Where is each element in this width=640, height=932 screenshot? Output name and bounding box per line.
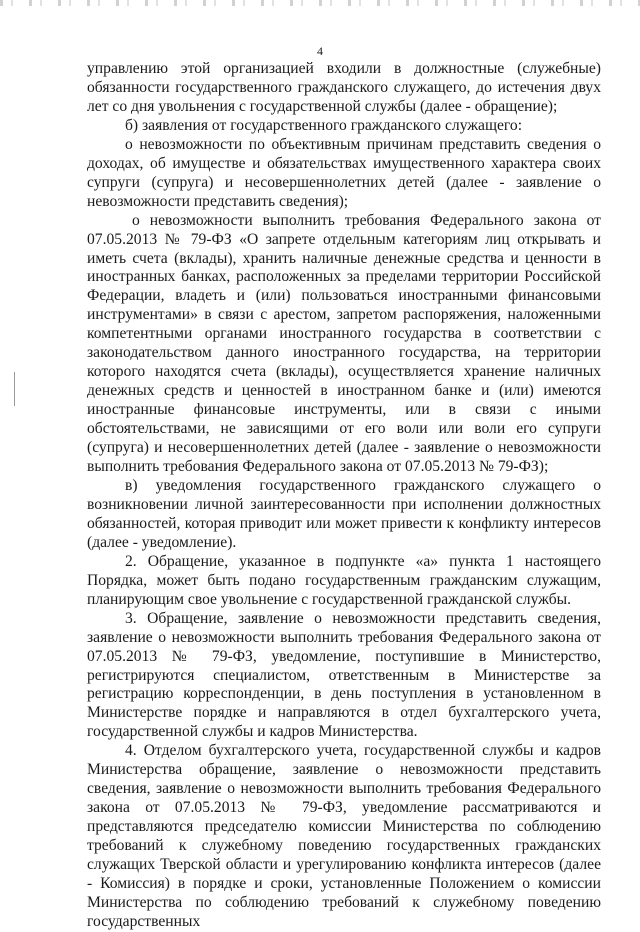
document-body	[87, 60, 601, 932]
paragraph-4: о невозможности выполнить требования Федерального закона от 07.05.2013 № 79-ФЗ «О запрете отдельным категориям лиц открывать и иметь счета (вклады), хранить наличные денежные средства и ценности в иностранных банках, расположенных за пределами территории Российской Федерации, владеть и (или) пользоваться иностранными финансовыми инструментами» в связи с арестом, запретом распоряжения, наложенными компетентными органами иностранного государства в соответствии с законодательством данного иностранного государства, на территории которого находятся счета (вклады), осуществляется хранение наличных денежных средств и ценностей в иностранном банке и (или) имеются иностранные финансовые инструменты, или в связи с иными обстоятельствами, не зависящими от его воли или воли его супруги (супруга) и несовершеннолетних детей (далее - заявление о невозможности выполнить требования Федерального закона от 07.05.2013 № 79-ФЗ);	[87, 211, 601, 476]
page-number: 4	[317, 44, 323, 58]
paragraph-8: 4. Отделом бухгалтерского учета, государственной службы и кадров Министерства обращение, заявление о невозможности представить сведения, заявление о невозможности выполнить требования Федерального закона от 07.05.2013 № 79-ФЗ, уведомление рассматриваются и представляются председателю комиссии Министерства по соблюдению требований к служебному поведению государственных гражданских служащих Тверской области и урегулированию конфликта интересов (далее - Комиссия) в порядке и сроки, установленные Положением о комиссии Министерства по соблюдению требований к служебному поведению государственных	[87, 742, 601, 930]
scan-margin-mark	[14, 372, 15, 406]
paragraph-1: управлению этой организацией входили в должностные (служебные) обязанности государственного гражданского служащего, до истечения двух лет со дня увольнения с государственной службы (далее - обращение);	[87, 60, 601, 115]
paragraph-2: б) заявления от государственного гражданского служащего:	[125, 116, 523, 134]
paragraph-3: о невозможности по объективным причинам представить сведения о доходах, об имуществе и обязательствах имущественного характера своих супруги (супруга) и несовершеннолетних детей (далее - заявление о невозможности представить сведения);	[87, 135, 601, 210]
paragraph-6: 2. Обращение, указанное в подпункте «а» пункта 1 настоящего Порядка, может быть подано государственным гражданским служащим, планирующим свое увольнение с государственной гражданской службы.	[87, 552, 601, 608]
scan-top-edge	[0, 0, 640, 6]
paragraph-5: в) уведомления государственного гражданского служащего о возникновении личной заинтересованности при исполнении должностных обязанностей, которая приводит или может привести к конфликту интересов (далее - уведомление).	[87, 476, 601, 551]
paragraph-7: 3. Обращение, заявление о невозможности представить сведения, заявление о невозможности выполнить требования Федерального закона от 07.05.2013 № 79-ФЗ, уведомление, поступившие в Министерство, регистрируются специалистом, ответственным в Министерстве за регистрацию корреспонденции, в день поступления в установленном в Министерстве порядке и направляются в отдел бухгалтерского учета, государственной службы и кадров Министерства.	[87, 609, 601, 741]
